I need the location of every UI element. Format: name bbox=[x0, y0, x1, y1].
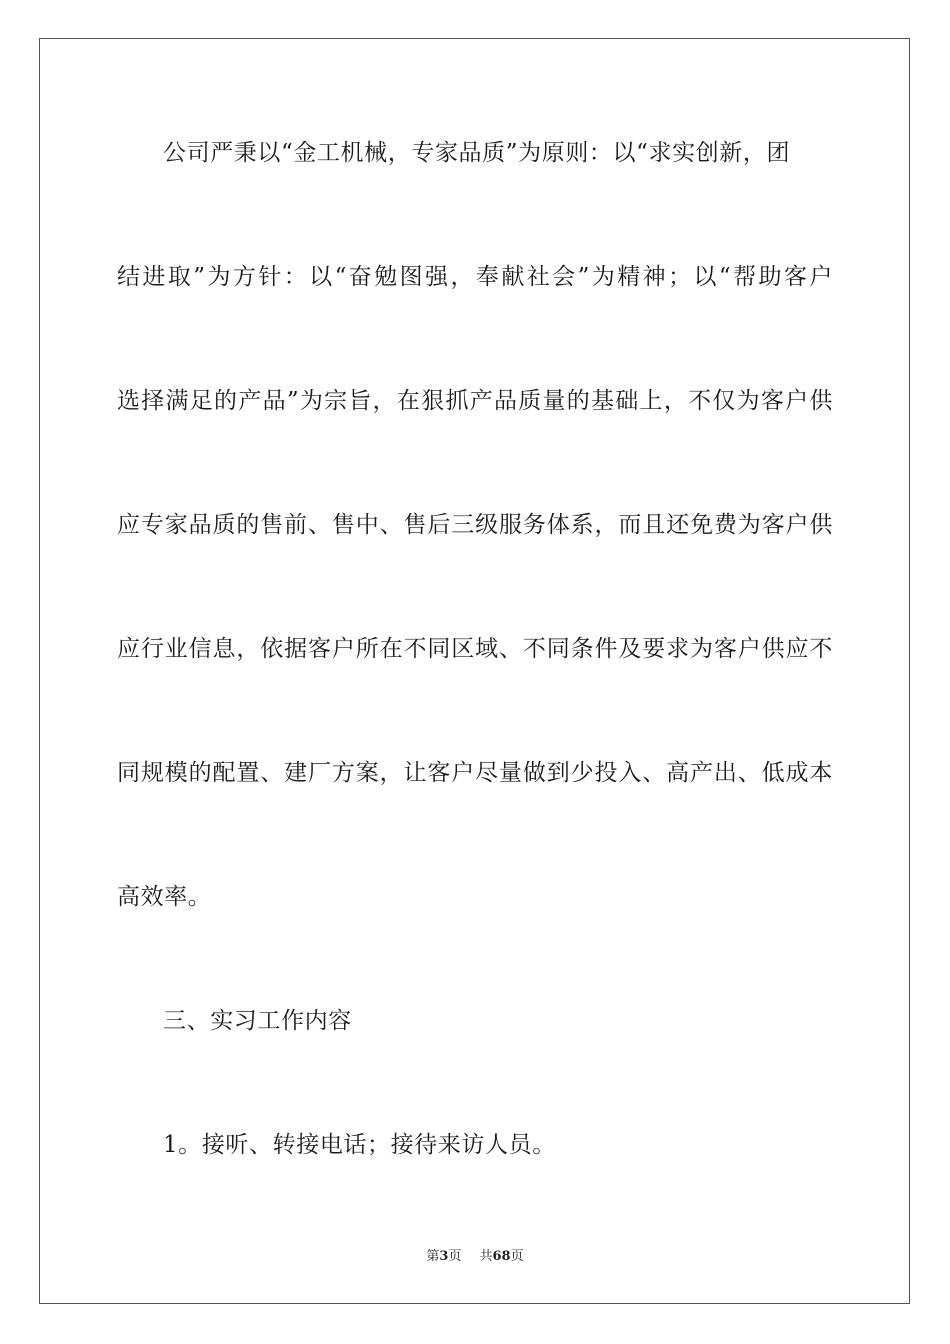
total-label-suffix: 页 bbox=[510, 1249, 524, 1264]
paragraph-line-6: 同规模的配置、建厂方案，让客户尽量做到少投入、高产出、低成本 bbox=[117, 760, 833, 786]
page-label-prefix: 第 bbox=[426, 1249, 440, 1264]
page-frame bbox=[39, 38, 910, 1304]
paragraph-line-1: 公司严秉以“金工机械，专家品质”为原则：以“求实创新，团 bbox=[163, 140, 791, 166]
total-label-prefix: 共 bbox=[479, 1249, 493, 1264]
list-item-1: 1。接听、转接电话；接待来访人员。 bbox=[163, 1132, 556, 1158]
paragraph-line-2: 结进取”为方针：以“奋勉图强，奉献社会”为精神；以“帮助客户 bbox=[117, 264, 833, 290]
paragraph-line-4: 应专家品质的售前、售中、售后三级服务体系，而且还免费为客户供 bbox=[117, 512, 833, 538]
paragraph-line-3: 选择满足的产品”为宗旨，在狠抓产品质量的基础上，不仅为客户供 bbox=[117, 388, 833, 414]
total-pages: 68 bbox=[492, 1249, 511, 1264]
section-heading: 三、实习工作内容 bbox=[163, 1008, 352, 1034]
paragraph-line-7: 高效率。 bbox=[117, 884, 212, 910]
page-label-suffix: 页 bbox=[448, 1249, 462, 1264]
page-footer bbox=[0, 1248, 950, 1266]
page-number: 3 bbox=[439, 1249, 449, 1264]
paragraph-line-5: 应行业信息，依据客户所在不同区域、不同条件及要求为客户供应不 bbox=[117, 636, 833, 662]
